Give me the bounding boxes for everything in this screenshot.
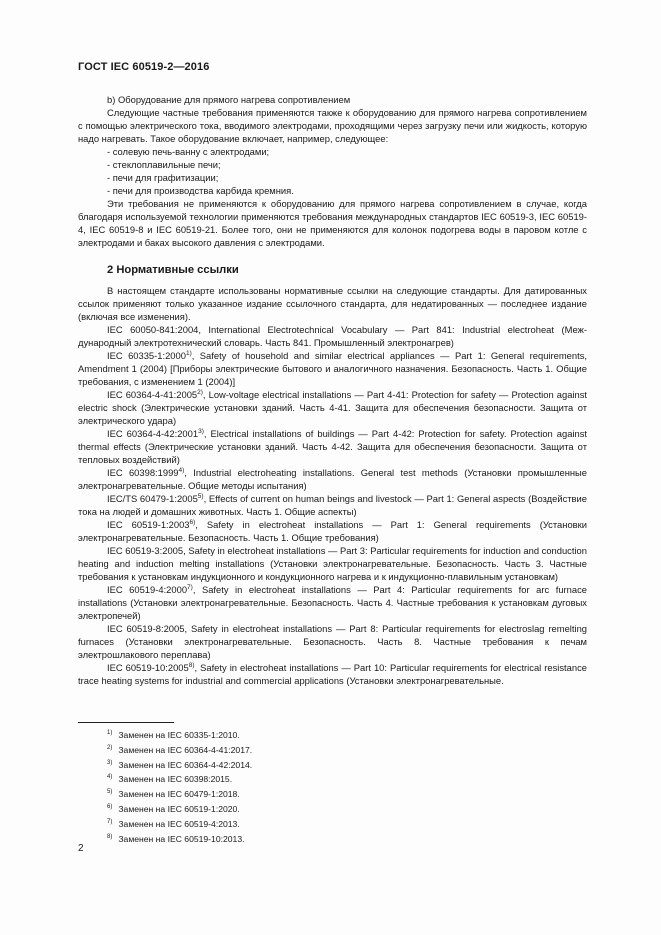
- footnote-marker: 5): [197, 493, 204, 500]
- footnote-marker: 7): [187, 584, 193, 591]
- footnotes: [107, 728, 252, 846]
- list-item: - стеклоплавильные печи;: [107, 159, 221, 170]
- reference-text: , Safety in electroheat installations — Part 1: General requirements (Установки электронагревательные. Безопасность. Часть 1. Общие требования): [78, 519, 587, 543]
- reference-code: IEC 60519-1:2003: [107, 519, 190, 530]
- reference-item: [78, 492, 587, 518]
- reference-item: [78, 518, 587, 544]
- footnote: [107, 728, 252, 743]
- footnote-mark: 2): [107, 744, 113, 751]
- running-head: ГОСТ IEC 60519-2—2016: [78, 61, 210, 73]
- reference-code: IEC 60519-4:2000: [107, 584, 188, 595]
- reference-code: IEC 60519-3:2005: [107, 545, 184, 556]
- reference-text: , Safety in electroheat installations — Part 4: Particular requirements for arc furnace installations (Установки электронагревательные. Безопасность. Часть 4. Частные требования к установкам дуговых электропечей): [78, 584, 587, 621]
- section-heading: 2 Нормативные ссылки: [107, 264, 239, 276]
- footnote-text: Заменен на IEC 60364-4-42:2014.: [118, 759, 253, 770]
- footnote-marker: 8): [188, 662, 195, 669]
- footnote-text: Заменен на IEC 60519-4:2013.: [118, 818, 240, 829]
- footnote-marker: 1): [185, 350, 192, 357]
- footnote-mark: 8): [107, 833, 113, 840]
- footnote: [107, 743, 252, 758]
- footnote-text: Заменен на IEC 60398:2015.: [118, 774, 233, 785]
- footnote: [107, 787, 252, 802]
- footnote: [107, 758, 252, 773]
- body-text: [78, 93, 587, 687]
- reference-text: , Low-voltage electrical installations — Part 4-41: Protection for safety — Protection against electric shock (Электрические установки зданий. Часть 4-41. Защита для обеспечения безопасности. Защита от электрического удара): [78, 389, 587, 426]
- reference-text: , Electrical installations of buildings — Part 4-42: Protection for safety. Protection against thermal effects (Электрические установки зданий. Часть 4-42. Защита для обеспечения безопасности. Защита от тепловых воздействий): [78, 428, 588, 465]
- footnote: [107, 772, 252, 787]
- list-item: - печи для производства карбида кремния.: [107, 185, 294, 196]
- paragraph: Эти требования не применяются к оборудованию для прямого нагрева сопротивлением в случае, когда благодаря используемой технологии применяются требования международных стандартов IEC 60519-3, IEC 60519-4, IEC 60519-8 и IEC 60519-21. Более того, они не применяются для колонок подогрева воды в паровом котле с электродами и баках высокого давления с электродами.: [78, 198, 587, 248]
- footnote-marker: 6): [189, 519, 196, 526]
- footnote-marker: 4): [178, 467, 185, 474]
- reference-item: [78, 622, 587, 661]
- reference-item: [78, 349, 587, 388]
- footnote: [107, 832, 252, 847]
- page-number: 2: [78, 843, 84, 854]
- reference-code: IEC 60364-4-42:2001: [107, 428, 199, 439]
- reference-text: , Effects of current on human beings and livestock — Part 1: General aspects (Воздействие тока на людей и домашних животных. Часть 1. Общие аспекты): [78, 493, 587, 517]
- footnote-text: Заменен на IEC 60519-1:2020.: [118, 803, 240, 814]
- footnote: [107, 817, 252, 832]
- reference-item: [78, 323, 587, 349]
- footnote-text: Заменен на IEC 60335-1:2010.: [118, 730, 240, 740]
- footnote-mark: 4): [107, 774, 113, 781]
- footnote-text: Заменен на IEC 60519-10:2013.: [118, 833, 245, 844]
- footnote-mark: 1): [107, 730, 113, 736]
- footnote-mark: 3): [107, 759, 113, 766]
- footnote-text: Заменен на IEC 60364-4-41:2017.: [118, 744, 253, 755]
- footnote-divider: [78, 722, 174, 723]
- reference-code: IEC 60519-8:2005: [107, 623, 185, 634]
- footnote: [107, 802, 252, 817]
- reference-code: IEC 60050-841:2004: [107, 324, 199, 335]
- paragraph: Следующие частные требования применяются также к оборудованию для прямого нагрева сопротивлением с помощью электрического тока, вводимого электродами, проходящими через загрузку печи или жидкость, которую надо нагревать. Такое оборудование включает, например, следующее:: [78, 107, 587, 144]
- reference-item: [78, 661, 587, 687]
- reference-item: [78, 583, 587, 622]
- footnote-marker: 3): [198, 428, 204, 435]
- reference-item: [78, 427, 587, 466]
- list-item: - солевую печь-ванну с электродами;: [107, 146, 270, 157]
- reference-code: IEC 60398:1999: [107, 467, 179, 478]
- list-item: - печи для графитизации;: [107, 172, 219, 183]
- footnote-mark: 6): [107, 803, 113, 810]
- footnote-text: Заменен на IEC 60479-1:2018.: [118, 789, 240, 800]
- reference-code: IEC 60519-10:2005: [107, 662, 189, 673]
- reference-text: , Safety of household and similar electrical appliances — Part 1: General requirements, Amendment 1 (2004) [Приборы электрические бытового и аналогичного назначения. Безопасность. Часть 1. Общие требования, с изменением 1 (2004)]: [78, 350, 587, 387]
- reference-text: , Industrial electroheating installations. General test methods (Установки промышленные электронагревательные. Общие методы испытания): [78, 467, 587, 491]
- reference-text: , Safety in electroheat installations — Part 10: Particular requirements for electrical resistance trace heating systems for industrial and commercial applications (Установки электронагревательные.: [78, 662, 587, 686]
- reference-item: [78, 544, 587, 583]
- reference-code: IEC 60364-4-41:2005: [107, 389, 198, 400]
- list-item-b: b) Оборудование для прямого нагрева сопротивлением: [107, 94, 351, 105]
- paragraph: В настоящем стандарте использованы нормативные ссылки на следующие стандарты. Для датированных ссылок применяют только указанное издание ссылочного стандарта, для недатированных — последнее издание (включая все изменения).: [78, 285, 587, 322]
- reference-text: , Safety in electroheat installations — Part 8: Particular requirements for electroslag remelting furnaces (Установки электронагревательные. Безопасность. Часть 8. Частные требования к печам электрошлакового переплава): [78, 623, 587, 660]
- reference-item: [78, 388, 587, 427]
- footnote-marker: 2): [197, 389, 203, 396]
- reference-code: IEC 60335-1:2000: [107, 350, 186, 361]
- footnote-mark: 7): [107, 818, 113, 825]
- reference-code: IEC/TS 60479-1:2005: [107, 493, 198, 504]
- reference-text: , Safety in electroheat installations — Part 3: Particular requirements for induction and conduction heating and induction melting installations (Установки электронагревательные. Безопасность. Часть 3. Частные требования к установкам индукционного и кондукционного нагрева и к индукционно-плавильным установкам): [78, 545, 587, 582]
- footnote-mark: 5): [107, 789, 113, 796]
- reference-item: [78, 466, 587, 492]
- reference-text: , International Electrotechnical Vocabulary — Part 841: Industrial electroheat (Международный электротехнический словарь. Часть 841. Промышленный электронагрев): [78, 324, 587, 348]
